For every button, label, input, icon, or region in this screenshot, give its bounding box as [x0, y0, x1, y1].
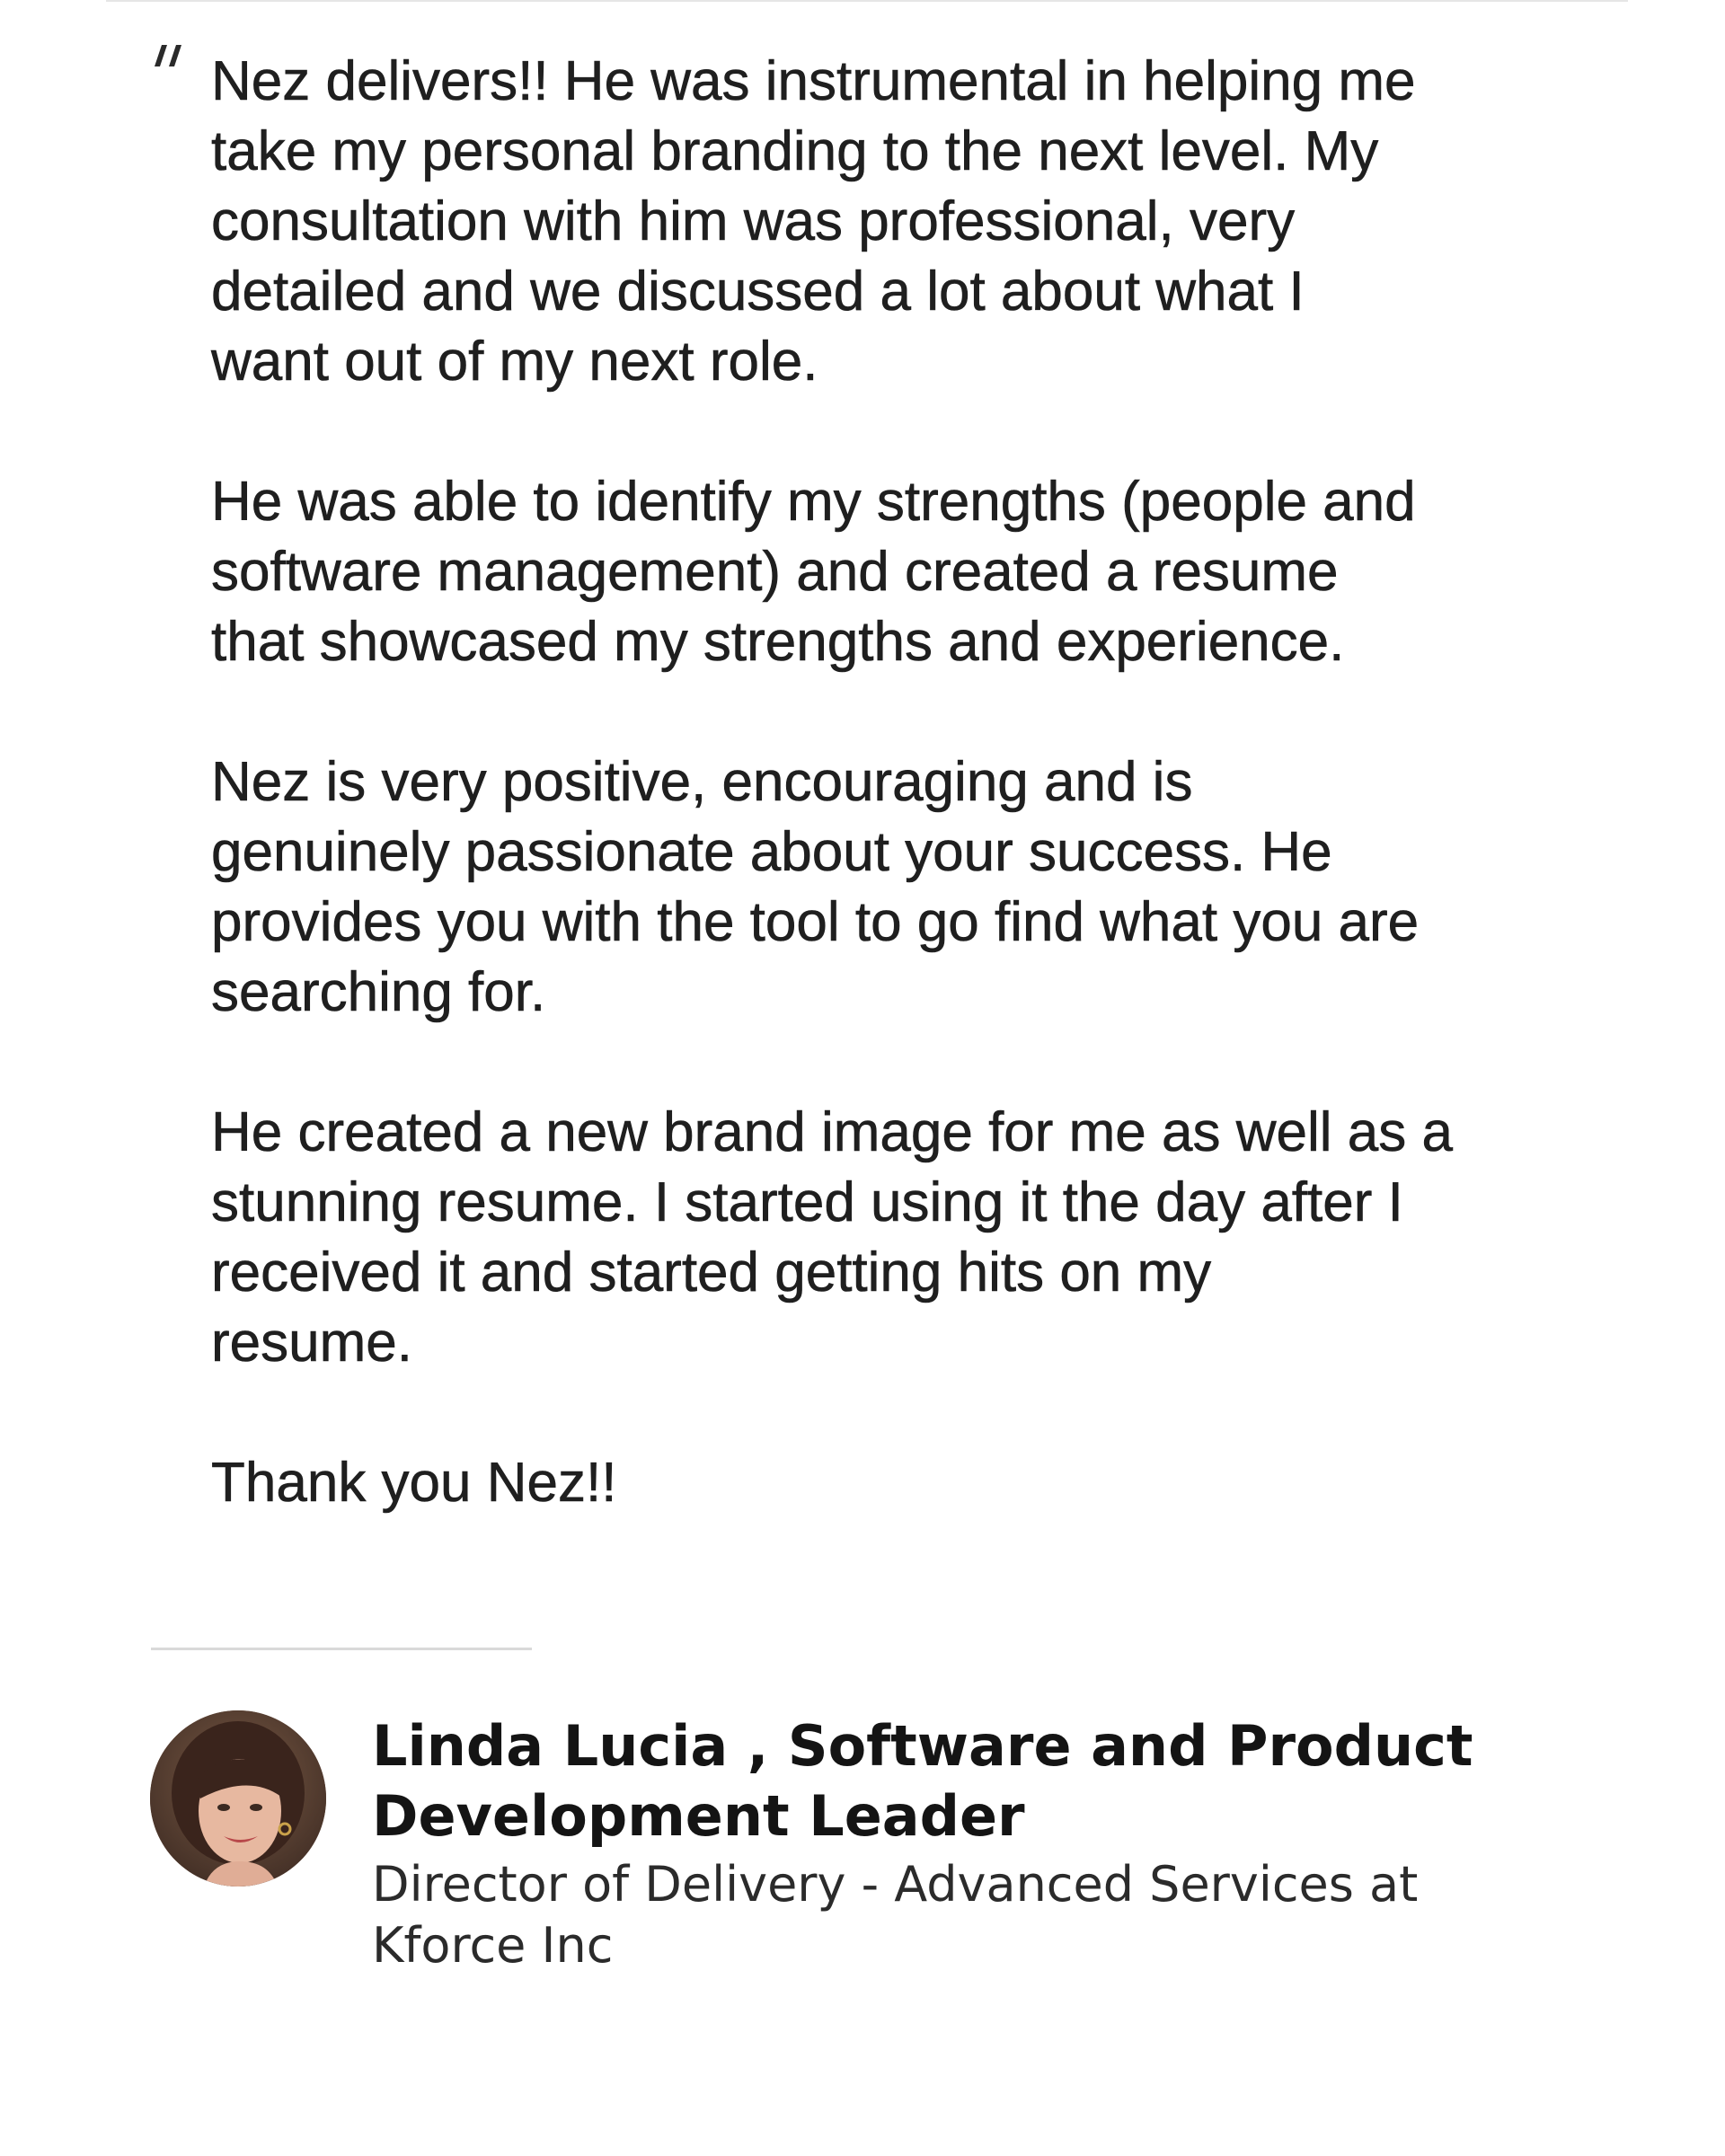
quote-mark-icon [153, 32, 189, 83]
author-name[interactable]: Linda Lucia , Software and Product Development Leader [372, 1713, 1473, 1849]
testimonial-text [211, 47, 1613, 1588]
avatar-photo-icon [150, 1710, 326, 1886]
testimonial-paragraph: Thank you Nez!! [211, 1452, 617, 1514]
author-title: Director of Delivery - Advanced Services at Kforce Inc [372, 1856, 1419, 1974]
top-divider [106, 0, 1628, 2]
testimonial-paragraph: Nez is very positive, encouraging and is genuinely passionate about your success. He provides you with the tool to go find what you are searching for. [211, 751, 1420, 1023]
testimonial-paragraph: He created a new brand image for me as well as a stunning resume. I started using it the day after I received it and started getting hits on my resume. [211, 1101, 1453, 1374]
quote-mark-icon-svg [153, 38, 189, 74]
testimonial-paragraph: Nez delivers!! He was instrumental in helping me take my personal branding to the next level. My consultation with him was professional, very detailed and we discussed a lot about what I want out of my next role. [211, 50, 1416, 393]
avatar[interactable] [150, 1710, 326, 1886]
author-divider [151, 1648, 532, 1650]
testimonial-paragraph: He was able to identify my strengths (people and software management) and created a resume that showcased my strengths and experience. [211, 471, 1416, 673]
